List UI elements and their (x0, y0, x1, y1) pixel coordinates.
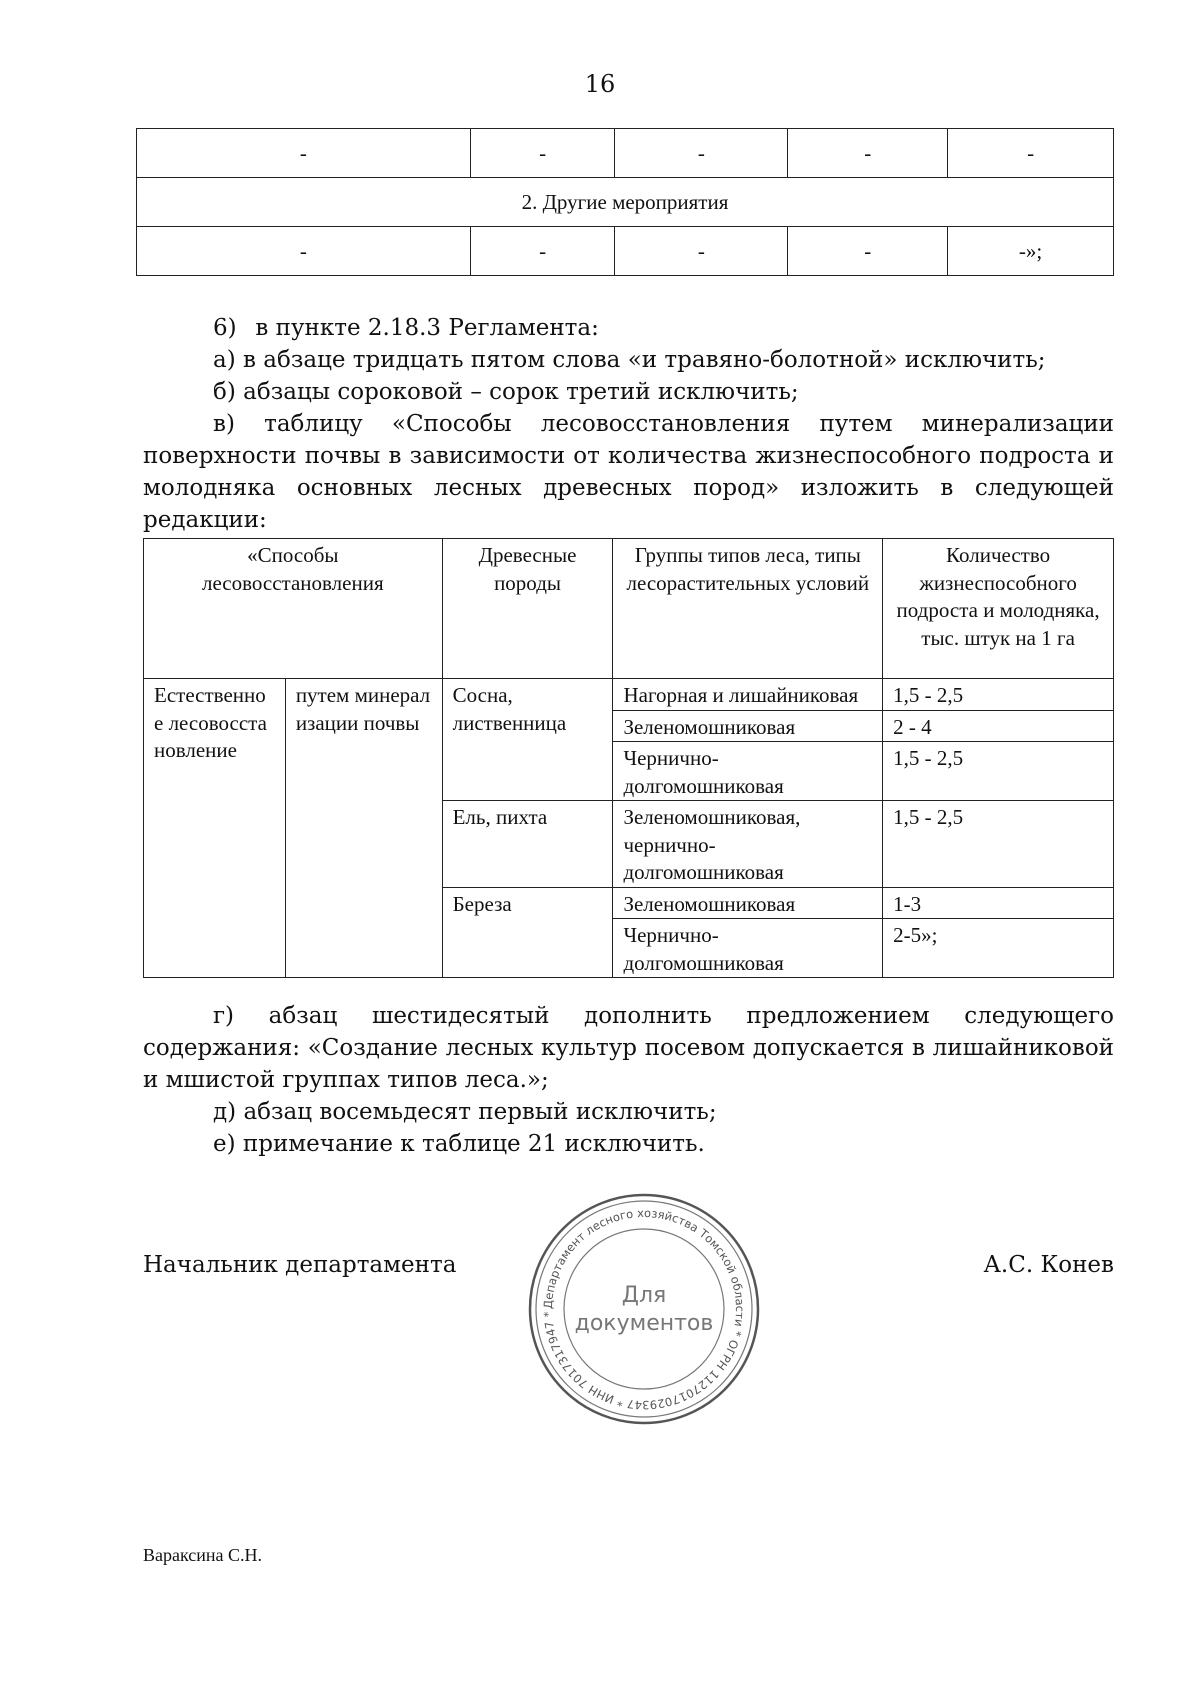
quantity-cell: 1,5 - 2,5 (883, 679, 1114, 711)
quantity-cell: 2 - 4 (883, 710, 1114, 742)
table-row (137, 178, 1114, 227)
section-title: 2. Другие мероприятия (137, 178, 1114, 227)
header-species: Древесные породы (442, 539, 613, 679)
species-cell: Ель, пихта (442, 801, 613, 888)
group-cell: Зеленомошниковая (613, 710, 883, 742)
signatory-position: Начальник департамента (143, 1252, 457, 1278)
paragraph-a: а) в абзаце тридцать пятом слова «и травяно-болотной» исключить; (213, 347, 1046, 373)
header-groups: Группы типов леса, типы лесорастительных условий (613, 539, 883, 679)
table-cell: - (470, 129, 615, 178)
page-number: 16 (584, 70, 616, 98)
amendments-text-continued (143, 1000, 1114, 1160)
table-cell: - (615, 129, 788, 178)
stamp-center-line2: документов (574, 1311, 714, 1336)
reforestation-table (143, 538, 1114, 978)
group-cell: Нагорная и лишайниковая (613, 679, 883, 711)
quantity-cell: 2-5»; (883, 919, 1114, 978)
continuation-table (136, 128, 1114, 276)
signatory-name: А.С. Конев (983, 1252, 1114, 1278)
table-header-row (144, 539, 1114, 679)
table-cell: - (615, 227, 788, 276)
table-cell: - (137, 129, 471, 178)
stamp-ring-text: Департамент лесного хозяйства Томской области * ОГРН 1127017029347 * ИНН 7017317947 * (540, 1205, 748, 1413)
table-cell: - (470, 227, 615, 276)
species-cell: Береза (442, 887, 613, 978)
paragraph-g: г) абзац шестидесятый дополнить предложением следующего содержания: «Создание лесных культур посевом допускается в лишайниковой и мшистой группах типов леса.»; (143, 1003, 1114, 1093)
quantity-cell: 1-3 (883, 887, 1114, 919)
paragraph-e: е) примечание к таблице 21 исключить. (213, 1131, 705, 1157)
table-row (137, 227, 1114, 276)
table-row (137, 129, 1114, 178)
stamp-center-line1: Для (621, 1283, 667, 1308)
method-cell: путем минерализации почвы (285, 679, 442, 978)
group-cell: Чернично-долгомошниковая (613, 742, 883, 801)
paragraph-6: 6) в пункте 2.18.3 Регламента: (213, 315, 599, 341)
table-cell: - (948, 129, 1114, 178)
official-stamp (525, 1190, 763, 1428)
document-author: Вараксина С.Н. (143, 1545, 263, 1565)
quantity-cell: 1,5 - 2,5 (883, 742, 1114, 801)
group-cell: Чернично-долгомошниковая (613, 919, 883, 978)
paragraph-b: б) абзацы сороковой – сорок третий исключить; (213, 379, 799, 405)
table-cell: - (788, 129, 948, 178)
paragraph-v: в) таблицу «Способы лесовосстановления путем минерализации поверхности почвы в зависимости от количества жизнеспособного подроста и молодняка основных лесных древесных пород» изложить в следующей редакции: (143, 411, 1114, 533)
table-row (144, 679, 1114, 711)
header-methods: «Способы лесовосстановления (144, 539, 443, 679)
paragraph-d: д) абзац восемьдесят первый исключить; (213, 1099, 717, 1125)
table-cell: - (137, 227, 471, 276)
table-cell: - (788, 227, 948, 276)
method-cell: Естественное лесовосстановление (144, 679, 286, 978)
group-cell: Зеленомошниковая (613, 887, 883, 919)
header-quantity: Количество жизнеспособного подроста и молодняка, тыс. штук на 1 га (883, 539, 1114, 679)
amendments-text (143, 312, 1114, 536)
species-cell: Сосна, лиственница (442, 679, 613, 801)
group-cell: Зеленомошниковая, чернично-долгомошниковая (613, 801, 883, 888)
table-cell: -»; (948, 227, 1114, 276)
quantity-cell: 1,5 - 2,5 (883, 801, 1114, 888)
